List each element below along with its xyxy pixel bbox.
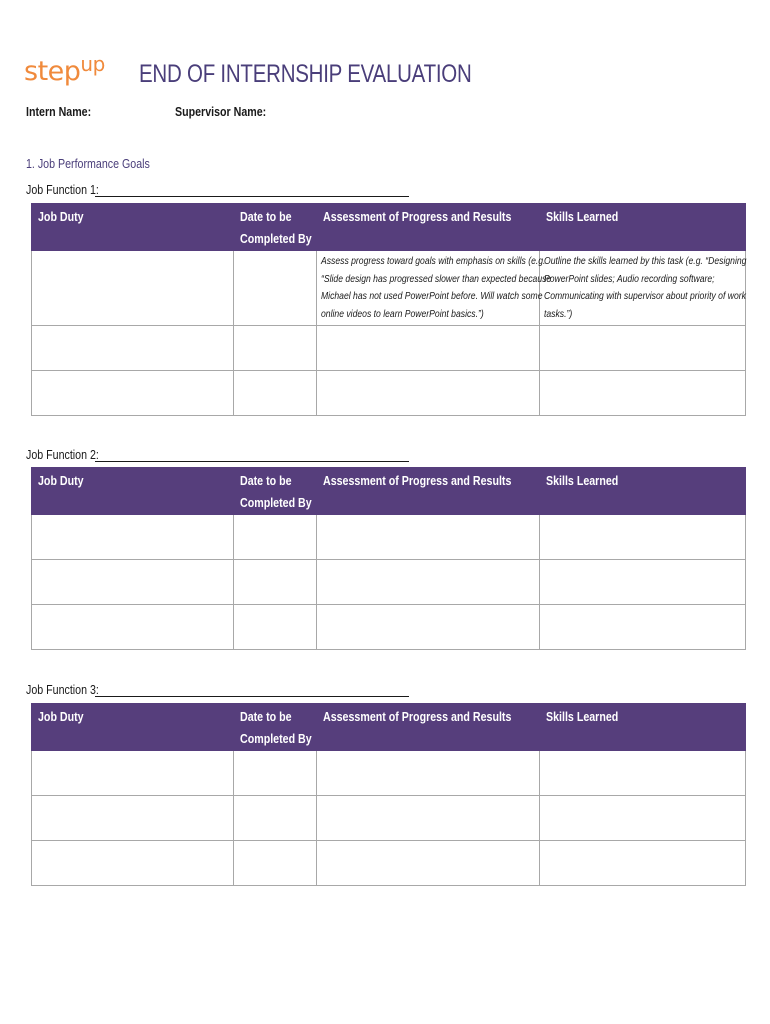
job-duty-cell[interactable] — [32, 251, 234, 326]
job-duty-cell[interactable] — [32, 605, 234, 650]
table-row — [32, 605, 746, 650]
table-row — [32, 796, 746, 841]
job-duty-cell[interactable] — [32, 841, 234, 886]
assessment-cell[interactable] — [317, 841, 540, 886]
job-function-2-table — [31, 467, 746, 650]
stepup-logo — [24, 52, 105, 87]
date-cell[interactable] — [234, 251, 317, 326]
col-header-skills: Skills Learned — [540, 468, 746, 515]
job-duty-cell[interactable] — [32, 371, 234, 416]
table-row — [32, 751, 746, 796]
date-cell[interactable] — [234, 796, 317, 841]
job-duty-cell[interactable] — [32, 326, 234, 371]
col-header-assessment: Assessment of Progress and Results — [317, 704, 540, 751]
assessment-hint-cell[interactable]: Assess progress toward goals with emphasis on skills (e.g. “Slide design has progressed slower than expected because Michael has not used PowerPoint before. Will watch some online videos to learn PowerPoint basics.”) — [317, 251, 540, 326]
date-cell[interactable] — [234, 371, 317, 416]
job-duty-cell[interactable] — [32, 560, 234, 605]
table-row — [32, 560, 746, 605]
col-header-job-duty: Job Duty — [32, 704, 234, 751]
job-function-2-line[interactable] — [95, 461, 409, 462]
table-row — [32, 841, 746, 886]
col-header-skills: Skills Learned — [540, 704, 746, 751]
col-header-assessment: Assessment of Progress and Results — [317, 204, 540, 251]
job-function-1-label: Job Function 1: — [26, 182, 99, 197]
skills-cell[interactable] — [540, 326, 746, 371]
logo-text-super: up — [80, 52, 105, 76]
skills-cell[interactable] — [540, 371, 746, 416]
job-function-3-line[interactable] — [95, 696, 409, 697]
table-row — [32, 251, 746, 326]
date-cell[interactable] — [234, 751, 317, 796]
assessment-cell[interactable] — [317, 371, 540, 416]
skills-cell[interactable] — [540, 841, 746, 886]
assessment-cell[interactable] — [317, 605, 540, 650]
assessment-cell[interactable] — [317, 560, 540, 605]
assessment-cell[interactable] — [317, 751, 540, 796]
table-header-row — [32, 468, 746, 515]
job-duty-cell[interactable] — [32, 796, 234, 841]
col-header-date: Date to be Completed By — [234, 468, 317, 515]
table-row — [32, 515, 746, 560]
job-function-3-label: Job Function 3: — [26, 682, 99, 697]
col-header-job-duty: Job Duty — [32, 204, 234, 251]
job-function-1-table — [31, 203, 746, 416]
table-header-row — [32, 704, 746, 751]
skills-hint-cell[interactable]: Outline the skills learned by this task (e.g. “Designing PowerPoint slides; Audio recording software; Communicating with supervisor about priority of work tasks.”) — [540, 251, 746, 326]
col-header-job-duty: Job Duty — [32, 468, 234, 515]
assessment-cell[interactable] — [317, 515, 540, 560]
date-cell[interactable] — [234, 841, 317, 886]
job-function-1-line[interactable] — [95, 196, 409, 197]
supervisor-name-label: Supervisor Name: — [175, 104, 267, 119]
job-function-2-label: Job Function 2: — [26, 447, 99, 462]
assessment-cell[interactable] — [317, 796, 540, 841]
section-heading-job-performance: 1. Job Performance Goals — [26, 156, 150, 171]
job-duty-cell[interactable] — [32, 751, 234, 796]
document-title: END OF INTERNSHIP EVALUATION — [139, 60, 472, 88]
job-duty-cell[interactable] — [32, 515, 234, 560]
col-header-date: Date to be Completed By — [234, 204, 317, 251]
intern-name-label: Intern Name: — [26, 104, 92, 119]
skills-cell[interactable] — [540, 796, 746, 841]
table-row — [32, 371, 746, 416]
assessment-cell[interactable] — [317, 326, 540, 371]
date-cell[interactable] — [234, 605, 317, 650]
logo-text-main: step — [24, 56, 81, 87]
date-cell[interactable] — [234, 560, 317, 605]
date-cell[interactable] — [234, 326, 317, 371]
table-row — [32, 326, 746, 371]
col-header-skills: Skills Learned — [540, 204, 746, 251]
col-header-date: Date to be Completed By — [234, 704, 317, 751]
job-function-3-table — [31, 703, 746, 886]
table-header-row — [32, 204, 746, 251]
skills-cell[interactable] — [540, 515, 746, 560]
date-cell[interactable] — [234, 515, 317, 560]
skills-cell[interactable] — [540, 560, 746, 605]
col-header-assessment: Assessment of Progress and Results — [317, 468, 540, 515]
skills-cell[interactable] — [540, 605, 746, 650]
skills-cell[interactable] — [540, 751, 746, 796]
